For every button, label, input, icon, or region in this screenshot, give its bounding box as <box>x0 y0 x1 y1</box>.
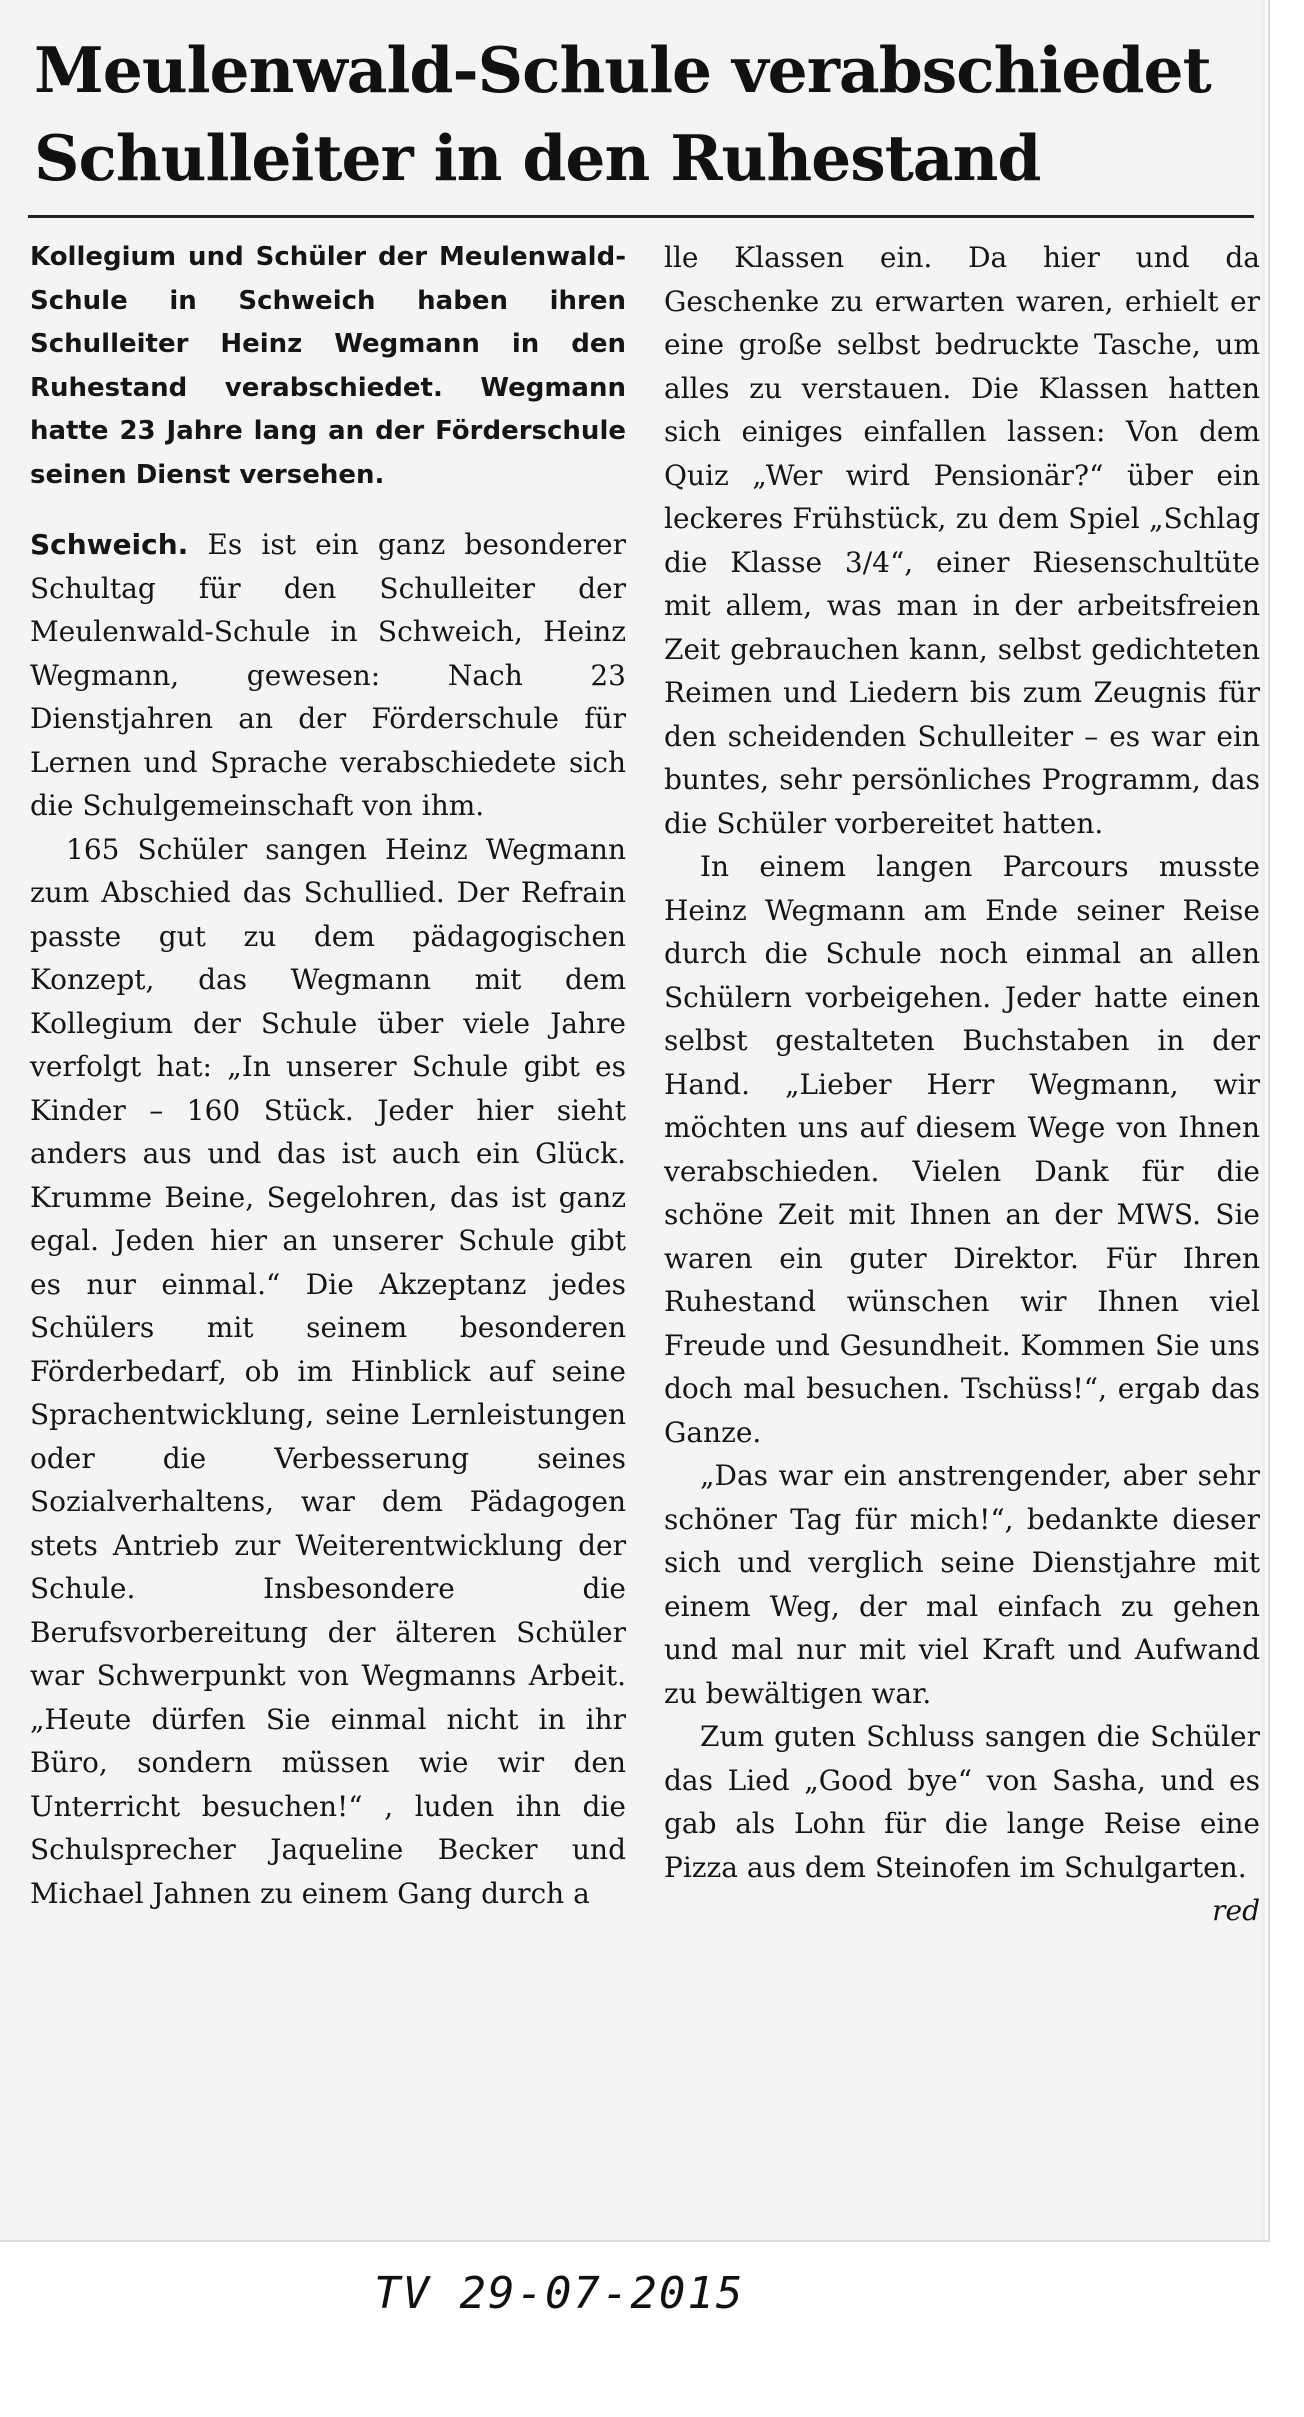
handwritten-date-note: TV 29-07-2015 <box>374 2268 745 2319</box>
headline-rule <box>28 215 1254 218</box>
paragraph-2-continued: lle Klassen ein. Da hier und da Geschenke zu erwarten waren, erhielt er eine große selbst bedruckte Tasche, um alles zu verstauen. Die Klassen hatten sich einiges einfallen lassen: Von dem Quiz „Wer wird Pensionär?“ über ein leckeres Frühstück, zu dem Spiel „Schlag die Klasse 3/4“, einer Riesenschultüte mit allem, was man in der arbeitsfreien Zeit gebrauchen kann, selbst gedichteten Reimen und Liedern bis zum Zeugnis für den scheidenden Schulleiter – es war ein buntes, sehr persönliches Programm, das die Schüler vorbereitet hatten. <box>664 241 1260 840</box>
headline-line-1: Meulenwald-Schule verabschiedet <box>34 33 1211 107</box>
paragraph-5-text: Zum guten Schluss sangen die Schüler das Lied „Good bye“ von Sasha, und es gab als Lohn für die lange Reise eine Pizza aus dem Steinofen im Schulgarten. <box>664 1720 1260 1884</box>
paragraph-1-text: Es ist ein ganz besonderer Schultag für den Schulleiter der Meulenwald-Schule in Schweich, Heinz Wegmann, gewesen: Nach 23 Dienstjahren an der Förderschule für Lernen und Sprache verabschiedete sich die Schulgemeinschaft von ihm. <box>30 528 626 822</box>
paragraph-5 <box>664 1715 1260 1927</box>
author-signature: red <box>1212 1894 1260 1927</box>
paragraph-3: In einem langen Parcours musste Heinz Wegmann am Ende seiner Reise durch die Schule noch einmal an allen Schülern vorbeigehen. Jeder hatte einen selbst gestalteten Buchstaben in der Hand. „Lieber Herr Wegmann, wir möchten uns auf diesem Wege von Ihnen verabschieden. Vielen Dank für die schöne Zeit mit Ihnen an der MWS. Sie waren ein guter Direktor. Für Ihren Ruhestand wünschen wir Ihnen viel Freude und Gesundheit. Kommen Sie uns doch mal besuchen. Tschüss!“, ergab das Ganze. <box>664 850 1260 1449</box>
headline <box>34 26 1234 202</box>
paragraph-4: „Das war ein anstrengender, aber sehr schöner Tag für mich!“, bedankte dieser sich und verglich seine Dienstjahre mit einem Weg, der mal einfach zu gehen und mal nur mit viel Kraft und Aufwand zu bewältigen war. <box>664 1459 1260 1710</box>
paper-edge <box>1262 0 1268 2240</box>
article-lead: Kollegium und Schüler der Meulenwald-Schule in Schweich haben ihren Schulleiter Heinz Wegmann in den Ruhestand verabschiedet. Wegmann hatte 23 Jahre lang an der Förderschule seinen Dienst versehen. <box>30 242 626 490</box>
headline-line-2: Schulleiter in den Ruhestand <box>34 121 1041 195</box>
dateline: Schweich. <box>30 528 189 561</box>
article-body <box>30 236 626 1915</box>
article-body-continued <box>664 236 1260 1933</box>
paragraph-2: 165 Schüler sangen Heinz Wegmann zum Abschied das Schullied. Der Refrain passte gut zu dem pädagogischen Konzept, das Wegmann mit dem Kollegium der Schule über viele Jahre verfolgt hat: „In unserer Schule gibt es Kinder – 160 Stück. Jeder hier sieht anders aus und das ist auch ein Glück. Krumme Beine, Segelohren, das ist ganz egal. Jeden hier an unserer Schule gibt es nur einmal.“ Die Akzeptanz jedes Schülers mit seinem besonderen Förderbedarf, ob im Hinblick auf seine Sprachentwicklung, seine Lernleistungen oder die Verbesserung seines Sozialverhaltens, war dem Pädagogen stets Antrieb zur Weiterentwicklung der Schule. Insbesondere die Berufsvorbereitung der älteren Schüler war Schwerpunkt von Wegmanns Arbeit. „Heute dürfen Sie einmal nicht in ihr Büro, sondern müssen wie wir den Unterricht besuchen!“ , luden ihn die Schulsprecher Jaqueline Becker und Michael Jahnen zu einem Gang durch a <box>30 832 626 1910</box>
paragraph-1 <box>30 523 626 828</box>
